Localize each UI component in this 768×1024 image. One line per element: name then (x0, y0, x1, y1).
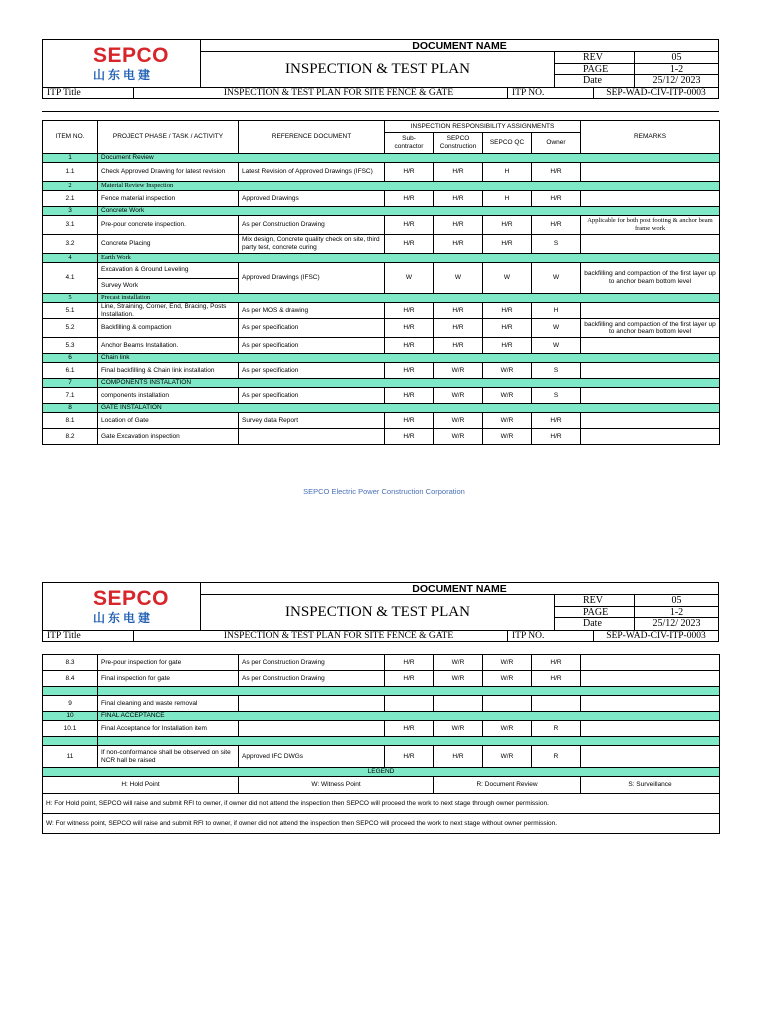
table-row (43, 216, 720, 235)
owner-code: H/R (532, 671, 581, 687)
remarks (581, 363, 720, 379)
table-row (43, 388, 720, 404)
inspection-table-page-1 (42, 120, 720, 445)
company-logo (43, 583, 201, 630)
subcontractor-code: H/R (385, 746, 434, 768)
owner-code: H/R (532, 216, 581, 235)
section-row (43, 254, 720, 263)
logo-chinese-text: 山东电建 (93, 611, 154, 625)
owner-code: S (532, 388, 581, 404)
subcontractor-code: H/R (385, 216, 434, 235)
sepco-qc-code: H (483, 163, 532, 182)
activity-text: Final cleaning and waste removal (98, 696, 239, 712)
itp-no-value: SEP-WAD-CIV-ITP-0003 (593, 631, 718, 641)
document-name-label: DOCUMENT NAME (201, 40, 718, 52)
legend-surveillance: S: Surveillance (581, 777, 720, 794)
item-number: 6.1 (43, 363, 98, 379)
remarks (581, 388, 720, 404)
table-row (43, 235, 720, 254)
rev-value: 05 (671, 52, 682, 63)
logo-text: SEPCO (93, 44, 170, 67)
reference-document: As per specification (239, 338, 385, 354)
table-row (43, 163, 720, 182)
subcontractor-code: H/R (385, 235, 434, 254)
sepco-qc-code: H (483, 191, 532, 207)
logo-chinese-text: 山东电建 (93, 68, 154, 82)
table-row (43, 191, 720, 207)
section-title: Concrete Work (98, 207, 720, 216)
document-title: INSPECTION & TEST PLAN (201, 52, 555, 87)
activity-text: Line, Straining, Corner, End, Bracing, Posts Installation. (98, 302, 239, 319)
sepco-construction-code: W/R (434, 363, 483, 379)
sepco-qc-code: W/R (483, 413, 532, 429)
header-assignments: INSPECTION RESPONSIBILITY ASSIGNMENTS (385, 121, 581, 133)
section-title: GATE INSTALATION (98, 404, 720, 413)
item-number: 8.2 (43, 429, 98, 445)
itp-no-value: SEP-WAD-CIV-ITP-0003 (593, 88, 718, 98)
table-row (43, 263, 720, 294)
date-value: 25/12/ 2023 (652, 618, 701, 630)
section-title (98, 737, 720, 746)
table-row (43, 319, 720, 338)
rev-value: 05 (671, 595, 682, 606)
activity-text: Check Approved Drawing for latest revision (98, 163, 239, 182)
reference-document (239, 696, 385, 712)
reference-document: Latest Revision of Approved Drawings (IFSC) (239, 163, 385, 182)
activity-text: Final inspection for gate (98, 671, 239, 687)
remarks (581, 235, 720, 254)
sepco-construction-code (434, 696, 483, 712)
page-label: PAGE (555, 607, 635, 618)
reference-document: As per Construction Drawing (239, 216, 385, 235)
reference-document: Approved Drawings (239, 191, 385, 207)
section-row (43, 737, 720, 746)
activity-cell (98, 263, 239, 294)
rev-label: REV (555, 52, 635, 63)
remarks (581, 302, 720, 319)
sepco-qc-code: W/R (483, 429, 532, 445)
revision-block (555, 595, 718, 630)
section-number (43, 687, 98, 696)
section-title: Earth Work (98, 254, 720, 263)
remarks (581, 429, 720, 445)
section-title (98, 687, 720, 696)
section-row (43, 379, 720, 388)
header-sepco-qc: SEPCO QC (483, 133, 532, 154)
table-row (43, 363, 720, 379)
header-owner: Owner (532, 133, 581, 154)
table-row (43, 302, 720, 319)
sepco-qc-code: H/R (483, 235, 532, 254)
sepco-construction-code: W/R (434, 429, 483, 445)
section-number (43, 737, 98, 746)
sepco-construction-code: H/R (434, 746, 483, 768)
owner-code (532, 696, 581, 712)
item-number: 8.3 (43, 655, 98, 671)
remarks (581, 191, 720, 207)
document-header-page-2 (42, 582, 719, 642)
section-title: Material Review Inspection (98, 182, 720, 191)
header-remarks: REMARKS (581, 121, 720, 154)
reference-document (239, 721, 385, 737)
sepco-qc-code: W (483, 263, 532, 294)
reference-document (239, 429, 385, 445)
table-row (43, 696, 720, 712)
footer-company-name: SEPCO Electric Power Construction Corporation (303, 487, 465, 496)
section-row (43, 207, 720, 216)
document-title: INSPECTION & TEST PLAN (201, 595, 555, 630)
subcontractor-code: H/R (385, 429, 434, 445)
owner-code: H/R (532, 163, 581, 182)
item-number: 5.2 (43, 319, 98, 338)
section-row (43, 154, 720, 163)
sepco-qc-code: W/R (483, 655, 532, 671)
owner-code: H/R (532, 655, 581, 671)
item-number: 4.1 (43, 263, 98, 294)
owner-code: W (532, 338, 581, 354)
owner-code: H (532, 302, 581, 319)
subcontractor-code: H/R (385, 319, 434, 338)
remarks: Applicable for both post footing & anchor beam frame work (581, 216, 720, 235)
sepco-qc-code: W/R (483, 746, 532, 768)
sepco-construction-code: H/R (434, 302, 483, 319)
owner-code: H/R (532, 191, 581, 207)
subcontractor-code: H/R (385, 338, 434, 354)
note-hold-point: H: For Hold point, SEPCO will raise and submit RFI to owner, if owner did not attend the inspection then SEPCO will proceed the work to next stage through owner permission. (43, 794, 720, 814)
section-title: COMPONENTS INSTALATION (98, 379, 720, 388)
section-row (43, 182, 720, 191)
page-label: PAGE (555, 64, 635, 75)
table-row (43, 655, 720, 671)
activity-text: Gate Excavation inspection (98, 429, 239, 445)
reference-document: As per Construction Drawing (239, 655, 385, 671)
sepco-qc-code: H/R (483, 319, 532, 338)
itp-no-label: ITP NO. (507, 88, 593, 98)
activity-text: If non-conformance shall be observed on site NCR hall be raised (98, 746, 239, 768)
section-number: 8 (43, 404, 98, 413)
document-name-label: DOCUMENT NAME (201, 583, 718, 595)
itp-title-value: INSPECTION & TEST PLAN FOR SITE FENCE & GATE (133, 88, 543, 98)
reference-document: Approved Drawings (IFSC) (239, 263, 385, 294)
sepco-construction-code: W/R (434, 655, 483, 671)
owner-code: W (532, 263, 581, 294)
legend-title: LEGEND (43, 768, 720, 777)
sepco-construction-code: W/R (434, 721, 483, 737)
header-sepco-construction: SEPCO Construction (434, 133, 483, 154)
sepco-qc-code (483, 696, 532, 712)
subcontractor-code: H/R (385, 721, 434, 737)
activity-text: Concrete Placing (98, 235, 239, 254)
item-number: 11 (43, 746, 98, 768)
section-number: 4 (43, 254, 98, 263)
section-row (43, 712, 720, 721)
sepco-construction-code: H/R (434, 191, 483, 207)
item-number: 7.1 (43, 388, 98, 404)
activity-text: Location of Gate (98, 413, 239, 429)
owner-code: S (532, 235, 581, 254)
activity-text: Pre-pour inspection for gate (98, 655, 239, 671)
note-witness-point: W: For witness point, SEPCO will raise and submit RFI to owner, if owner did not attend the inspection then SEPCO will proceed the work to next stage without owner permission. (43, 814, 720, 834)
table-row (43, 429, 720, 445)
sepco-construction-code: H/R (434, 235, 483, 254)
sepco-construction-code: W (434, 263, 483, 294)
item-number: 1.1 (43, 163, 98, 182)
item-number: 3.2 (43, 235, 98, 254)
section-title: Document Review (98, 154, 720, 163)
activity-text: components installation (98, 388, 239, 404)
itp-title-row (43, 87, 718, 98)
header-subcontractor: Sub- contractor (385, 133, 434, 154)
remarks (581, 671, 720, 687)
itp-title-label: ITP Title (47, 88, 81, 98)
section-title: Precast installation (98, 293, 720, 302)
section-number: 10 (43, 712, 98, 721)
itp-no-label: ITP NO. (507, 631, 593, 641)
table-row (43, 746, 720, 768)
sepco-construction-code: H/R (434, 338, 483, 354)
sepco-construction-code: H/R (434, 163, 483, 182)
section-number: 6 (43, 354, 98, 363)
subcontractor-code: H/R (385, 671, 434, 687)
section-number: 7 (43, 379, 98, 388)
item-number: 2.1 (43, 191, 98, 207)
subcontractor-code: H/R (385, 413, 434, 429)
sepco-qc-code: H/R (483, 216, 532, 235)
section-number: 3 (43, 207, 98, 216)
subcontractor-code (385, 696, 434, 712)
sepco-qc-code: H/R (483, 302, 532, 319)
table-row (43, 671, 720, 687)
inspection-table-page-2 (42, 654, 720, 834)
remarks: backfilling and compaction of the first layer up to anchor beam bottom level (581, 263, 720, 294)
sepco-qc-code: W/R (483, 671, 532, 687)
page-value: 1-2 (669, 606, 684, 618)
item-number: 5.1 (43, 302, 98, 319)
section-row (43, 354, 720, 363)
section-number: 5 (43, 293, 98, 302)
owner-code: W (532, 319, 581, 338)
reference-document: As per specification (239, 319, 385, 338)
reference-document: As per Construction Drawing (239, 671, 385, 687)
date-label: Date (555, 75, 635, 87)
legend-review: R: Document Review (434, 777, 581, 794)
sepco-construction-code: H/R (434, 216, 483, 235)
reference-document: Approved IFC DWGs (239, 746, 385, 768)
owner-code: R (532, 721, 581, 737)
remarks (581, 338, 720, 354)
reference-document: As per MOS & drawing (239, 302, 385, 319)
remarks (581, 163, 720, 182)
item-number: 8.1 (43, 413, 98, 429)
activity-text: Anchor Beams Installation. (98, 338, 239, 354)
reference-document: Survey data Report (239, 413, 385, 429)
section-row (43, 404, 720, 413)
sepco-qc-code: H/R (483, 338, 532, 354)
section-title: FINAL ACCEPTANCE (98, 712, 720, 721)
activity-text: Fence material inspection (98, 191, 239, 207)
sepco-qc-code: W/R (483, 388, 532, 404)
divider (42, 111, 719, 112)
section-title: Chain link (98, 354, 720, 363)
owner-code: R (532, 746, 581, 768)
activity-text-2: Survey Work (101, 282, 139, 289)
section-row (43, 293, 720, 302)
reference-document: Mix design, Concrete quality check on site, third party test, concrete curing (239, 235, 385, 254)
item-number: 8.4 (43, 671, 98, 687)
subcontractor-code: H/R (385, 655, 434, 671)
document-header-page-1 (42, 39, 719, 99)
item-number: 10.1 (43, 721, 98, 737)
remarks (581, 696, 720, 712)
subcontractor-code: H/R (385, 191, 434, 207)
rev-label: REV (555, 595, 635, 606)
item-number: 9 (43, 696, 98, 712)
remarks (581, 746, 720, 768)
sepco-qc-code: W/R (483, 363, 532, 379)
section-number: 1 (43, 154, 98, 163)
date-label: Date (555, 618, 635, 630)
header-reference: REFERENCE DOCUMENT (239, 121, 385, 154)
subcontractor-code: W (385, 263, 434, 294)
table-row (43, 721, 720, 737)
reference-document: As per specification (239, 388, 385, 404)
remarks (581, 413, 720, 429)
header-phase: PROJECT PHASE / TASK / ACTIVITY (98, 121, 239, 154)
table-row (43, 338, 720, 354)
revision-block (555, 52, 718, 87)
activity-text: Final backfilling & Chain link installation (98, 363, 239, 379)
subcontractor-code: H/R (385, 163, 434, 182)
company-logo (43, 40, 201, 87)
itp-title-value: INSPECTION & TEST PLAN FOR SITE FENCE & GATE (133, 631, 543, 641)
remarks (581, 655, 720, 671)
item-number: 3.1 (43, 216, 98, 235)
legend-witness: W: Witness Point (239, 777, 434, 794)
section-number: 2 (43, 182, 98, 191)
activity-text: Pre-pour concrete inspection. (98, 216, 239, 235)
activity-text: Backfilling & compaction (98, 319, 239, 338)
table-row (43, 413, 720, 429)
legend-hold: H: Hold Point (43, 777, 239, 794)
reference-document: As per specification (239, 363, 385, 379)
section-row (43, 687, 720, 696)
item-number: 5.3 (43, 338, 98, 354)
activity-text: Excavation & Ground Leveling (98, 263, 238, 279)
subcontractor-code: H/R (385, 302, 434, 319)
subcontractor-code: H/R (385, 388, 434, 404)
page-value: 1-2 (669, 63, 684, 75)
date-value: 25/12/ 2023 (652, 75, 701, 87)
owner-code: H/R (532, 413, 581, 429)
header-item-no: ITEM NO. (43, 121, 98, 154)
remarks (581, 721, 720, 737)
remarks: backfilling and compaction of the first layer up to anchor beam bottom level (581, 319, 720, 338)
sepco-construction-code: W/R (434, 671, 483, 687)
sepco-construction-code: W/R (434, 413, 483, 429)
itp-title-label: ITP Title (47, 631, 81, 641)
sepco-construction-code: H/R (434, 319, 483, 338)
sepco-qc-code: W/R (483, 721, 532, 737)
activity-text: Final Acceptance for Installation item (98, 721, 239, 737)
sepco-construction-code: W/R (434, 388, 483, 404)
itp-title-row (43, 630, 718, 641)
owner-code: S (532, 363, 581, 379)
logo-text: SEPCO (93, 587, 170, 610)
subcontractor-code: H/R (385, 363, 434, 379)
owner-code: H/R (532, 429, 581, 445)
